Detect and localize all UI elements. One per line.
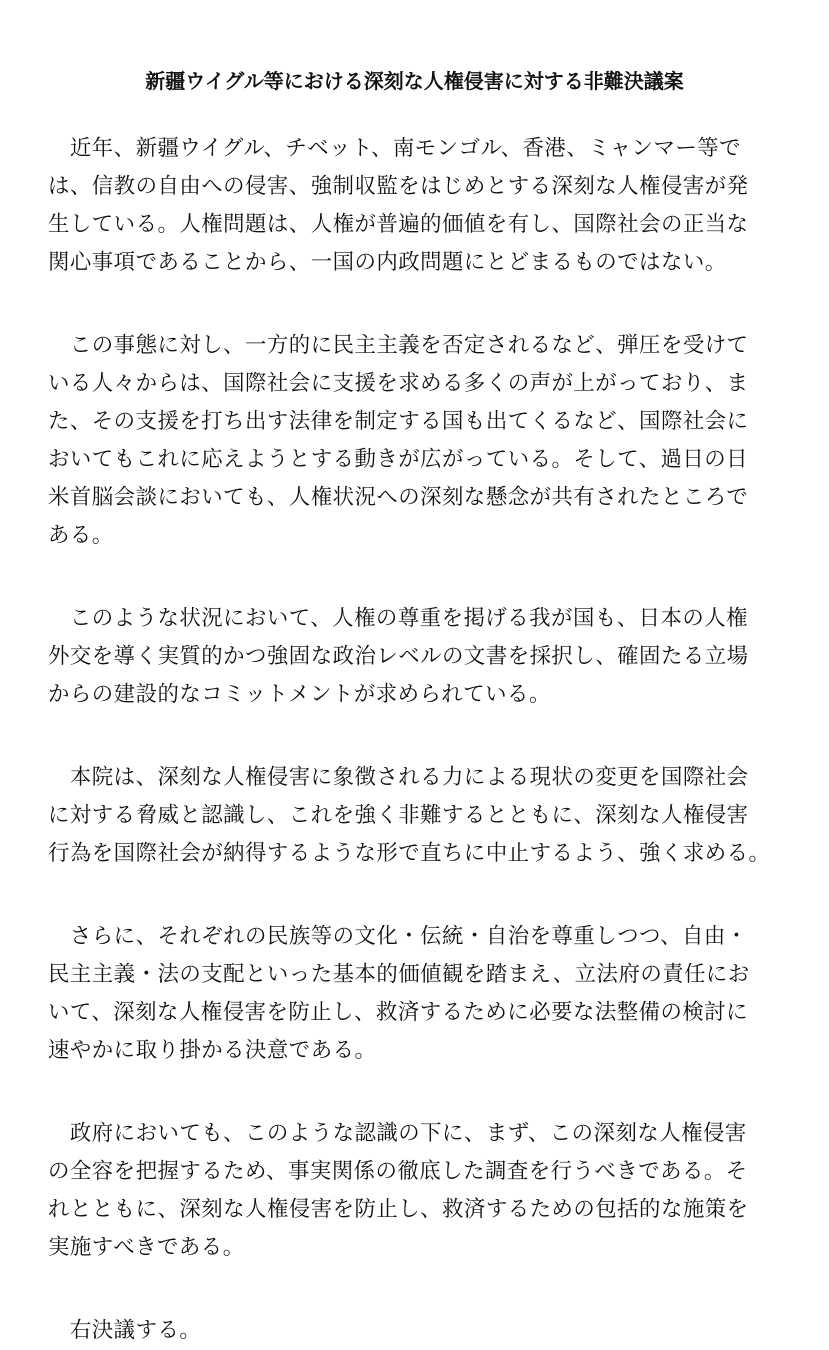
text-line: 行為を国際社会が納得するような形で直ちに中止するよう、強く求める。 <box>48 841 771 866</box>
text-line: いる人々からは、国際社会に支援を求める多くの声が上がっており、ま <box>48 371 749 396</box>
text-line: 近年、新疆ウイグル、チベット、南モンゴル、香港、ミャンマー等で <box>48 136 742 161</box>
text-line: 外交を導く実質的かつ強固な政治レベルの文書を採択し、確固たる立場 <box>48 644 749 669</box>
text-line: 速やかに取り掛かる決意である。 <box>48 1038 377 1063</box>
text-line: は、信教の自由への侵害、強制収監をはじめとする深刻な人権侵害が発 <box>48 174 749 199</box>
paragraph-4 <box>48 759 783 873</box>
text-line: いて、深刻な人権侵害を防止し、救済するために必要な法整備の検討に <box>48 1000 749 1025</box>
text-line: さらに、それぞれの民族等の文化・伝統・自治を尊重しつつ、自由・ <box>48 924 748 949</box>
text-line: れとともに、深刻な人権侵害を防止し、救済するための包括的な施策を <box>48 1197 749 1222</box>
text-line: このような状況において、人権の尊重を掲げる我が国も、日本の人権 <box>48 606 749 631</box>
text-line: に対する脅威と認識し、これを強く非難するとともに、深刻な人権侵害 <box>48 803 749 828</box>
text-line: からの建設的なコミットメントが求められている。 <box>48 682 551 707</box>
text-line: 政府においても、このような認識の下に、まず、この深刻な人権侵害 <box>48 1121 747 1146</box>
text-line: 本院は、深刻な人権侵害に象徴される力による現状の変更を国際社会 <box>48 765 749 790</box>
text-line: 関心事項であることから、一国の内政問題にとどまるものではない。 <box>48 250 727 275</box>
text-line: ある。 <box>48 523 114 548</box>
text-line: 右決議する。 <box>48 1318 202 1343</box>
text-line: 民主主義・法の支配といった基本的価値観を踏まえ、立法府の責任にお <box>48 962 750 987</box>
paragraph-closing <box>48 1312 783 1350</box>
document-title: 新疆ウイグル等における深刻な人権侵害に対する非難決議案 <box>145 69 684 93</box>
text-line: た、その支援を打ち出す法律を制定する国も出てくるなど、国際社会に <box>48 409 749 434</box>
paragraph-3 <box>48 600 783 714</box>
paragraph-6 <box>48 1115 783 1267</box>
text-line: 米首脳会談においても、人権状況への深刻な懸念が共有されたところで <box>48 485 749 510</box>
text-line: この事態に対し、一方的に民主主義を否定されるなど、弾圧を受けて <box>48 333 749 358</box>
paragraph-1 <box>48 130 783 282</box>
text-line: 生している。人権問題は、人権が普遍的価値を有し、国際社会の正当な <box>48 212 749 237</box>
text-line: の全容を把握するため、事実関係の徹底した調査を行うべきである。そ <box>48 1159 748 1184</box>
paragraph-2 <box>48 327 783 555</box>
paragraph-5 <box>48 918 783 1070</box>
document-body <box>48 130 783 1350</box>
text-line: 実施すべきである。 <box>48 1235 245 1260</box>
text-line: おいてもこれに応えようとする動きが広がっている。そして、過日の日 <box>48 447 749 472</box>
